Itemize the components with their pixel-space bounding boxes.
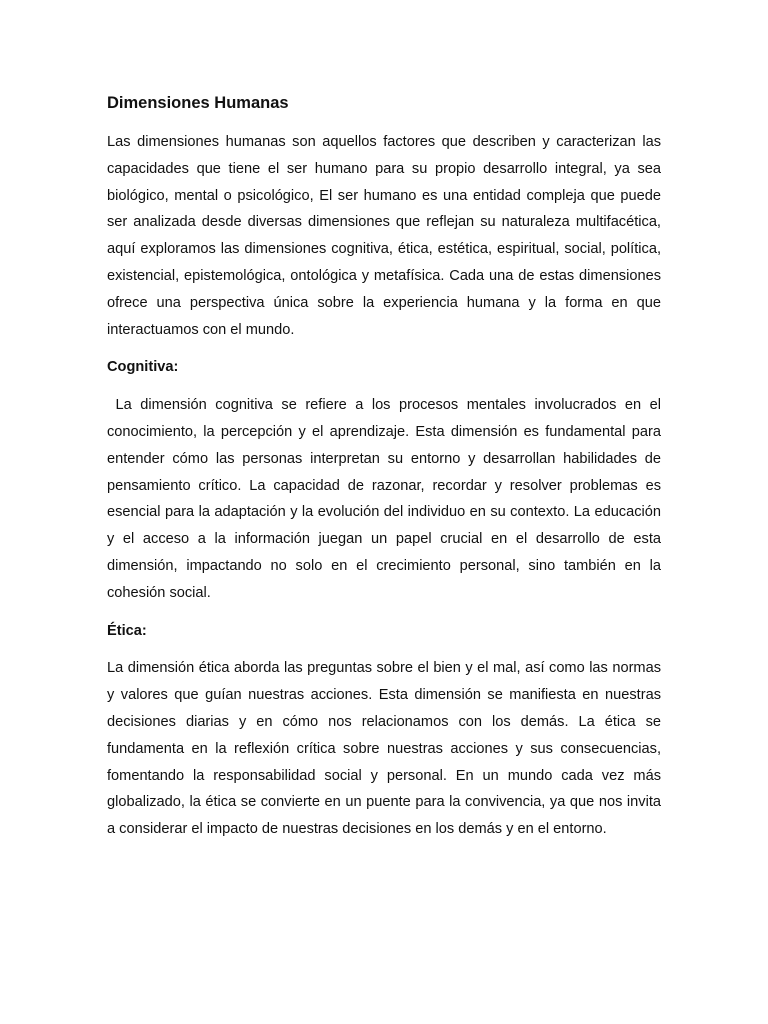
- section-body-etica: La dimensión ética aborda las preguntas sobre el bien y el mal, así como las normas y valores que guían nuestras acciones. Esta dimensión se manifiesta en nuestras decisiones diarias y en cómo nos relacionamos con los demás. La ética se fundamenta en la reflexión crítica sobre nuestras acciones y sus consecuencias, fomentando la responsabilidad social y personal. En un mundo cada vez más globalizado, la ética se convierte en un puente para la convivencia, ya que nos invita a considerar el impacto de nuestras decisiones en los demás y en el entorno.: [107, 660, 661, 838]
- section-body-cognitiva-text: La dimensión cognitiva se refiere a los procesos mentales involucrados en el conocimiento, la percepción y el aprendizaje. Esta dimensión es fundamental para entender cómo las personas interpretan su entorno y desarrollan habilidades de pensamiento crítico. La capacidad de razonar, recordar y resolver problemas es esencial para la adaptación y la evolución del individuo en su contexto. La educación y el acceso a la información juegan un papel crucial en el desarrollo de esta dimensión, impactando no solo en el crecimiento personal, sino también en la cohesión social.: [107, 397, 661, 601]
- leading-space: [107, 397, 116, 413]
- section-heading-cognitiva: Cognitiva:: [107, 359, 179, 376]
- document-page: [107, 91, 661, 854]
- section-body-cognitiva: [107, 392, 661, 606]
- section-heading-etica: Ética:: [107, 622, 147, 639]
- document-title: Dimensiones Humanas: [107, 94, 289, 112]
- intro-paragraph: Las dimensiones humanas son aquellos factores que describen y caracterizan las capacidades que tiene el ser humano para su propio desarrollo integral, ya sea biológico, mental o psicológico, El ser humano es una entidad compleja que puede ser analizada desde diversas dimensiones que reflejan su naturaleza multifacética, aquí exploramos las dimensiones cognitiva, ética, estética, espiritual, social, política, existencial, epistemológica, ontológica y metafísica. Cada una de estas dimensiones ofrece una perspectiva única sobre la experiencia humana y la forma en que interactuamos con el mundo.: [107, 134, 661, 338]
